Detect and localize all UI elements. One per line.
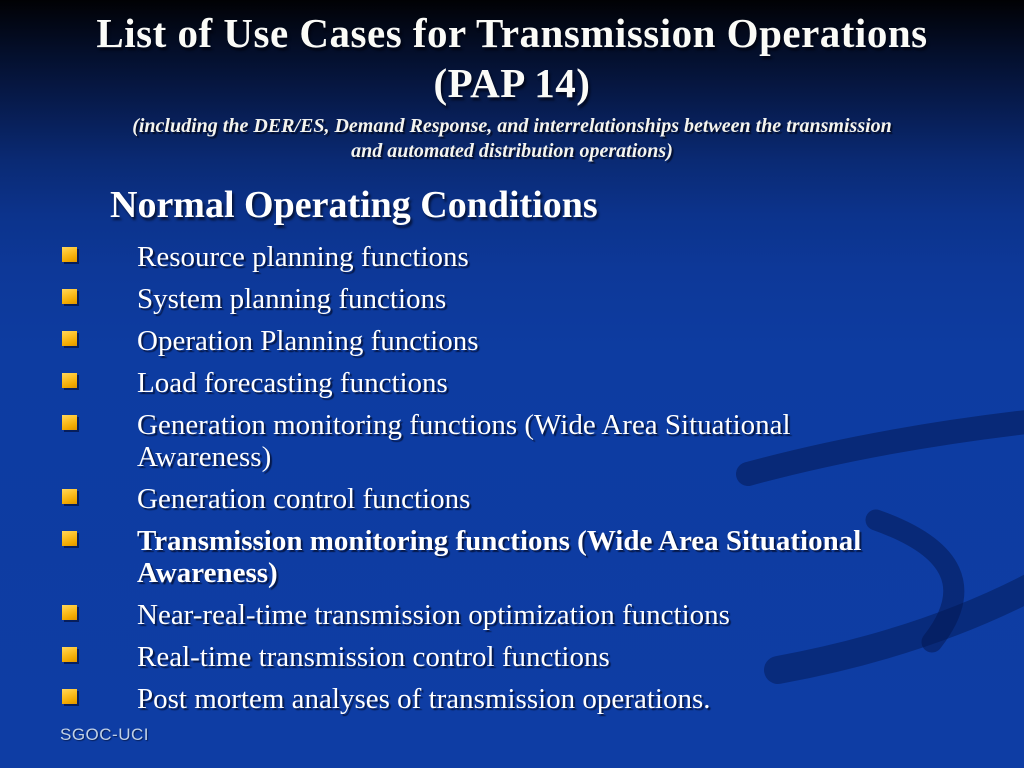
list-item [62, 683, 915, 715]
slide-header [0, 0, 1024, 164]
list-item-text: Generation control functions [137, 483, 471, 515]
list-item [62, 241, 915, 273]
slide-title [30, 8, 994, 108]
slide-subtitle [32, 114, 992, 164]
slide-subtitle-line1: (including the DER/ES, Demand Response, and interrelationships between the transmission [132, 115, 892, 137]
bullet-square-icon [62, 531, 77, 546]
bullet-square-icon [62, 605, 77, 620]
bullet-square-icon [62, 689, 77, 704]
list-item [62, 367, 915, 399]
bullet-square-icon [62, 289, 77, 304]
list-item-text: Generation monitoring functions (Wide Area Situational Awareness) [137, 409, 791, 473]
list-item-text: Operation Planning functions [137, 325, 479, 357]
footer-label: SGOC-UCI [60, 725, 149, 744]
list-item [62, 409, 915, 473]
list-item-text: Transmission monitoring functions (Wide Area Situational Awareness) [137, 525, 862, 589]
list-item-text: System planning functions [137, 283, 447, 315]
list-item-text: Near-real-time transmission optimization functions [137, 599, 730, 631]
list-item [62, 325, 915, 357]
list-item-text: Load forecasting functions [137, 367, 448, 399]
list-item-emphasized [62, 525, 915, 589]
list-item [62, 283, 915, 315]
bullet-square-icon [62, 373, 77, 388]
list-item [62, 599, 915, 631]
bullet-square-icon [62, 647, 77, 662]
list-item [62, 483, 915, 515]
bullet-square-icon [62, 415, 77, 430]
list-item-text: Real-time transmission control functions [137, 641, 610, 673]
bullet-square-icon [62, 489, 77, 504]
slide-title-line1: List of Use Cases for Transmission Operations [96, 10, 928, 56]
slide-title-line2: (PAP 14) [433, 60, 591, 106]
list-item-text: Post mortem analyses of transmission operations. [137, 683, 711, 715]
bullet-square-icon [62, 247, 77, 262]
list-item-text: Resource planning functions [137, 241, 469, 273]
section-heading: Normal Operating Conditions [110, 184, 598, 226]
bullet-square-icon [62, 331, 77, 346]
bullet-list [62, 241, 984, 715]
slide-subtitle-line2: and automated distribution operations) [351, 140, 673, 162]
list-item [62, 641, 915, 673]
